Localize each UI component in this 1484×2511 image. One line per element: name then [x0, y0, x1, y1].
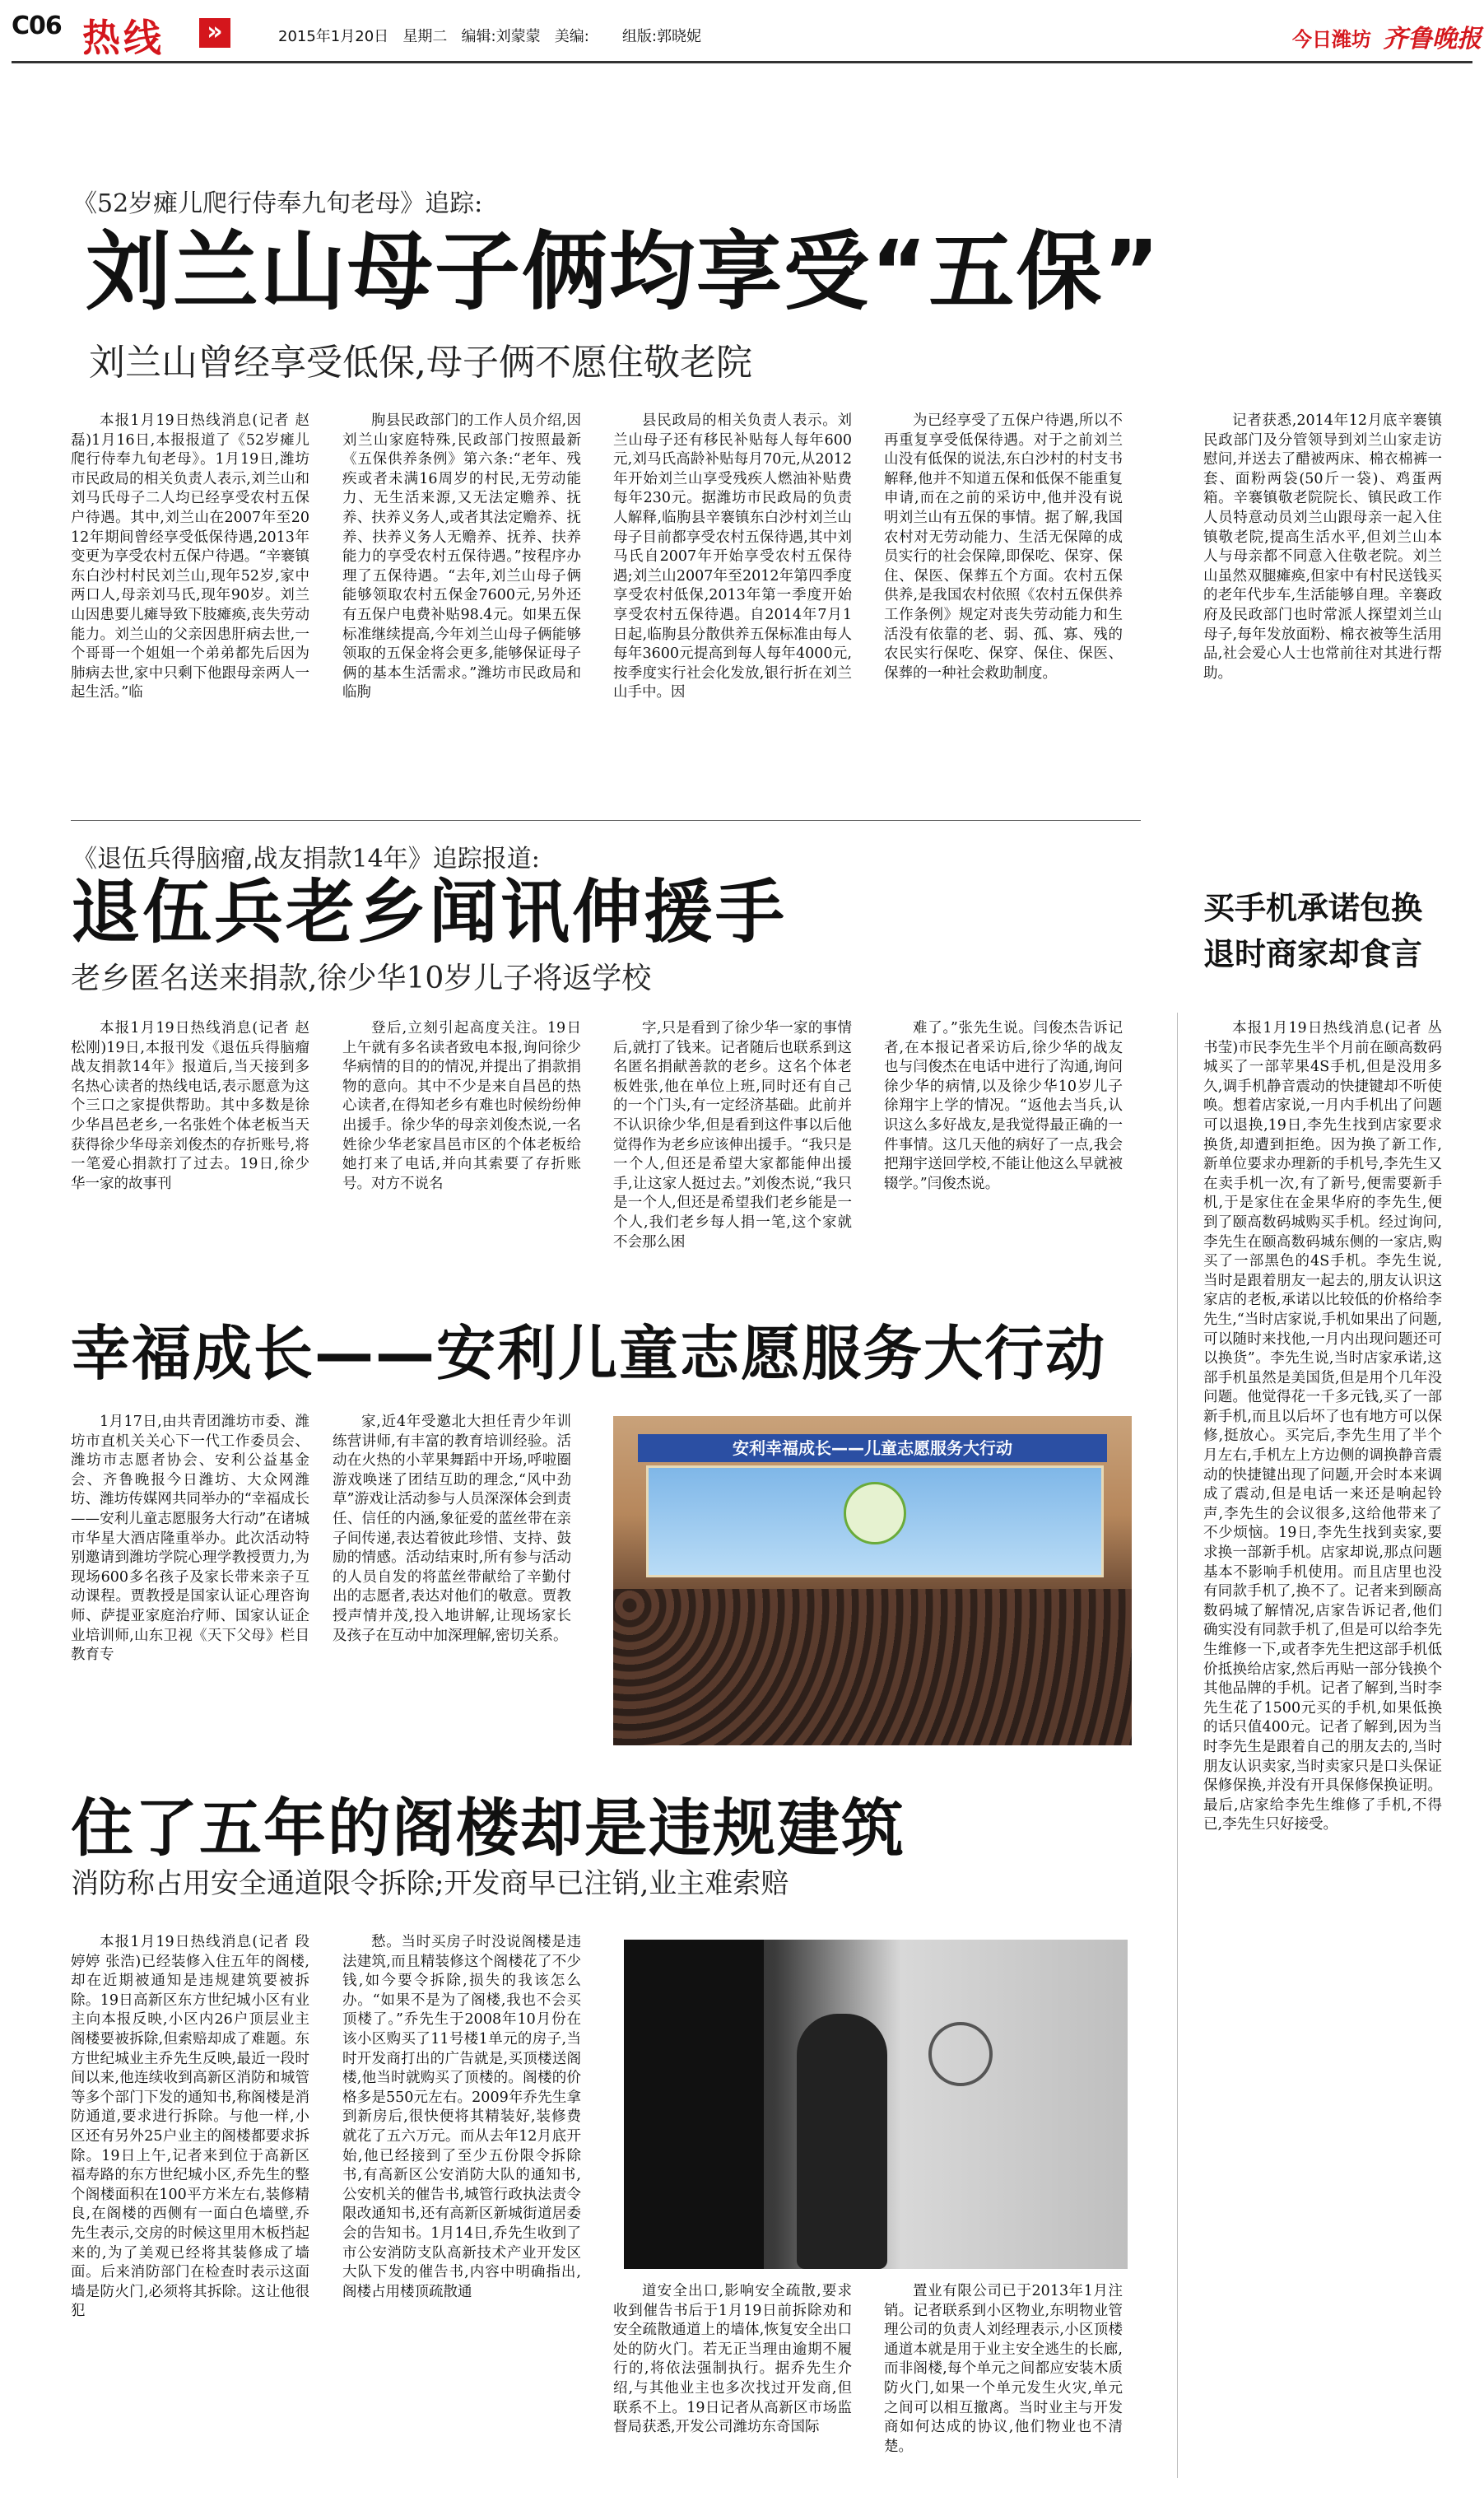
sidebar-body: 本报1月19日热线消息(记者 丛书莹)市民李先生半个月前在颐高数码城买了一部苹果4S手机,但是没用多久,调手机静音震动的快捷键却不听使唤。想着店家说,一月内手机出了问题可以退换,19日,李先生找到店家要求换货,却遭到拒绝。因为换了新工作,新单位要求办理新的手机号,李先生又在卖手机一次,有了新号,便需要新手机,于是家住在金果华府的李先生,便到了颐高数码城购买手机。经过询问,李先生在颐高数码城东侧的一家店,购买了一部黑色的4S手机。李先生说,当时是跟着朋友一起去的,朋友认识这家店的老板,承诺以比较低的价格给李先生,“当时店家说,手机如果出了问题,可以随时来找他,一月内出现问题还可以换货”。李先生说,当时店家承诺,这部手机虽然是美国货,但是用个几年没问题。他觉得花一千多元钱,买了一部新手机,而且以后坏了也有地方可以保修,挺放心。买完后,李先生用了半个月左右,手机左上方边侧的调换静音震动的快捷键出现了问题,开会时本来调成了震动,但是电话一来还是响起铃声,李先生的会议很多,这给他带来了不少烦恼。19日,李先生找到卖家,要求换一部新手机。店家却说,那点问题基本不影响手机使用。而且店里也没有同款手机了,换不了。记者来到颐高数码城了解情况,店家告诉记者,他们确实没有同款手机了,但是可以给李先生维修一下,或者李先生把这部手机低价抵换给店家,然后再贴一部分钱换个其他品牌的手机。记者了解到,当时李先生花了1500元买的手机,如果低换的话只值400元。记者了解到,因为当时李先生是跟着自己的朋友去的,当时朋友认识卖家,当时卖家只是口头保证保修保换,并没有开具保修保换证明。最后,店家给李先生维修了手机,不得已,李先生只好接受。 [1203, 1020, 1442, 1833]
paper-logo: 齐鲁晚报 [1383, 25, 1482, 54]
story4-column-3: 道安全出口,影响安全疏散,要求收到催告书后于1月19日前拆除劝和安全疏散通道上的墙体,恢复安全出口处的防火门。若无正当理由逾期不履行的,将依法强制执行。据乔先生介绍,与其他业主也多次找过开发商,但联系不上。19日记者从高新区市场监督局获悉,开发公司潍坊东奇国际 [613, 2283, 852, 2436]
story4-headline: 住了五年的阁楼却是违规建筑 [71, 1791, 905, 1865]
story4-column-1: 本报1月19日热线消息(记者 段婷婷 张浩)已经装修入住五年的阁楼,却在近期被通知是违规建筑要被拆除。19日高新区东方世纪城小区有业主向本报反映,小区内26户顶层业主阁楼要被拆除,但索赔却成了难题。东方世纪城业主乔先生反映,最近一段时间以来,他连续收到高新区消防和城管等多个部门下发的通知书,称阁楼是消防通道,要求进行拆除。与他一样,小区还有另外25户业主的阁楼都要求拆除。19日上午,记者来到位于高新区福寿路的东方世纪城小区,乔先生的整个阁楼面积在100平方米左右,装修精良,在阁楼的西侧有一面白色墙壁,乔先生表示,交房的时候这里用木板挡起来的,为了美观已经将其装修成了墙面。后来消防部门在检查时表示这面墙是防火门,必须将其拆除。这让他很犯 [71, 1934, 309, 2320]
story3-column-2: 家,近4年受邀北大担任青少年训练营讲师,有丰富的教育培训经验。活动在火热的小苹果舞蹈中开场,呼啦圈游戏唤迷了团结互助的理念,“风中劲草”游戏让活动参与人员深深体会到责任、信任的内涵,象征爱的蓝丝带在亲子间传递,表达着彼此珍惜、支持、鼓励的情感。活动结束时,所有参与活动的人员自发的将蓝丝带献给了辛勤付出的志愿者,表达对他们的敬意。贾教授声情并茂,投入地讲解,让现场家长及孩子在互动中加深理解,密切关系。 [333, 1414, 571, 1644]
attic-photo [624, 1940, 1128, 2269]
issue-weekday: 星期二 [402, 28, 448, 45]
story1-column-1: 本报1月19日热线消息(记者 赵磊)1月16日,本报报道了《52岁瘫儿爬行侍奉九旬老母》。1月19日,潍坊市民政局的相关负责人表示,刘兰山和刘马氏母子二人均已经享受农村五保户待遇。其中,刘兰山在2007年至2012年期间曾经享受低保待遇,2013年变更为享受农村五保户待遇。“辛褰镇东白沙村村民刘兰山,现年52岁,家中两口人,母亲刘马氏,现年90岁。刘兰山因患要儿瘫导致下肢瘫痪,丧失劳动能力。刘兰山的父亲因患肝病去世,一个哥哥一个姐姐一个弟弟都先后因为肺病去世,家中只剩下他跟母亲两人一起生活。”临 [71, 412, 309, 701]
story1-bottom-rule [71, 820, 1141, 821]
event-photo [613, 1416, 1132, 1745]
story2-column-1: 本报1月19日热线消息(记者 赵松刚)19日,本报刊发《退伍兵得脑瘤战友捐款14年》报道后,当天接到多名热心读者的热线电话,表示愿意为这个三口之家提供帮助。其中多数是徐少华昌邑老乡,一名张姓个体老板当天获得徐少华母亲刘俊杰的存折账号,将一笔爱心捐款打了过去。19日,徐少华一家的故事刊 [71, 1020, 309, 1192]
designer-name-placeholder: : [584, 28, 589, 45]
story3-headline: 幸福成长——安利儿童志愿服务大行动 [71, 1319, 1107, 1388]
story1-kicker: 《52岁瘫儿爬行侍奉九旬老母》追踪: [72, 189, 483, 218]
story2-column-4: 难了。”张先生说。闫俊杰告诉记者,在本报记者采访后,徐少华的战友也与闫俊杰在电话中进行了沟通,询问徐少华的病情,以及徐少华10岁儿子徐翔宇上学的情况。“返他去当兵,认识这么多好战友,是我觉得最正确的一件事情。这几天他的病好了一点,我会把翔宇送回学校,不能让他这么早就被辍学。”闫俊杰说。 [884, 1020, 1123, 1192]
story3-column-1: 1月17日,由共青团潍坊市委、潍坊市直机关关心下一代工作委员会、潍坊市志愿者协会、安利公益基金会、齐鲁晚报今日潍坊、大众网潍坊、潍坊传媒网共同举办的“幸福成长——安利儿童志愿服务大行动”在诸城市华星大酒店隆重举办。此次活动特别邀请到潍坊学院心理学教授贾力,为现场600多名孩子及家长带来亲子互动课程。贾教授是国家认证心理咨询师、萨提亚家庭治疗师、国家认证企业培训师,山东卫视《天下父母》栏目教育专 [71, 1414, 309, 1664]
event-photo-audience [613, 1589, 1132, 1745]
sidebar-headline-line1: 买手机承诺包换 [1203, 890, 1423, 926]
story1-column-2: 朐县民政部门的工作人员介绍,因刘兰山家庭特殊,民政部门按照最新《五保供养条例》第六条:“老年、残疾或者未满16周岁的村民,无劳动能力、无生活来源,又无法定赡养、抚养、扶养义务人,或者其法定赡养、抚养、扶养义务人无赡养、抚养、扶养能力的享受农村五保待遇。”按程序办理了五保待遇。“去年,刘兰山母子俩能够领取农村五保金7600元,另外还有五保户电费补贴98.4元。如果五保标准继续提高,今年刘兰山母子俩能够领取的五保金将会更多,能够保证母子俩的基本生活需求。”潍坊市民政局和临朐 [342, 412, 581, 701]
story1-subhead: 刘兰山曾经享受低保,母子俩不愿住敬老院 [89, 342, 752, 384]
attic-photo-person [797, 2014, 887, 2269]
editor-credit: 编辑:刘蒙蒙 [461, 28, 541, 45]
issue-date: 2015年1月20日 [278, 28, 389, 45]
story2-kicker: 《退伍兵得脑瘤,战友捐款14年》追踪报道: [72, 845, 540, 873]
story1-column-4: 为已经享受了五保户待遇,所以不再重复享受低保待遇。对于之前刘兰山没有低保的说法,东白沙村的村支书解释,他并不知道五保和低保不能重复申请,而在之前的采访中,他并没有说明刘兰山有五保的事情。据了解,我国农村对无劳动能力、生活无保障的成员实行的社会保障,即保吃、保穿、保住、保医、保葬五个方面。农村五保供养,是我国农村依照《农村五保供养工作条例》规定对丧失劳动能力和生活没有依靠的老、弱、孤、寡、残的农民实行保吃、保穿、保住、保医、保葬的一种社会救助制度。 [884, 412, 1123, 682]
story4-column-4: 置业有限公司已于2013年1月注销。记者联系到小区物业,东明物业管理公司的负责人刘经理表示,小区顶楼通道本就是用于业主安全逃生的长廊,而非阁楼,每个单元之间都应安装木质防火门,如果一个单元发生火灾,单元之间可以相互撤离。当时业主与开发商如何达成的协议,他们物业也不清楚。 [884, 2283, 1123, 2455]
story1-column-5: 记者获悉,2014年12月底辛褰镇民政部门及分管领导到刘兰山家走访慰问,并送去了醋被两床、棉衣棉裤一套、面粉两袋(50斤一袋)、鸡蛋两箱。辛褰镇敬老院院长、镇民政工作人员特意动员刘兰山跟母亲一起入住镇敬老院,提高生活水平,但刘兰山本人与母亲都不同意入住敬老院。刘兰山虽然双腿瘫痪,但家中有村民送钱买的老年代步车,生活能够自理。辛褰政府及民政部门也时常派人探望刘兰山母子,每年发放面粉、棉衣被等生活用品,社会爱心人士也常前往对其进行帮助。 [1203, 412, 1442, 682]
issue-info [278, 25, 701, 46]
attic-photo-fixture [928, 2022, 993, 2086]
section-arrow-icon: » [199, 18, 230, 48]
story1-column-3: 县民政局的相关负责人表示。刘兰山母子还有移民补贴每人每年600元,刘马氏高龄补贴每月70元,从2012年开始刘兰山享受残疾人燃油补贴费每年230元。据潍坊市民政局的负责人解释,临朐县辛褰镇东白沙村刘兰山母子目前都享受农村五保待遇,其中刘马氏自2007年开始享受农村五保待遇;刘兰山2007年至2012年第四季度享受农村低保,2013年第一季度开始享受农村五保待遇。自2014年7月1日起,临朐县分散供养五保标准由每人每年3600元提高到每人每年4000元,按季度实行社会化发放,银行折在刘兰山手中。因 [613, 412, 852, 701]
layout-credit: 组版:郭晓妮 [621, 28, 701, 45]
event-photo-stage-logo [844, 1482, 906, 1544]
brand-tag: 今日潍坊 [1292, 28, 1371, 51]
section-title: 热线 [82, 16, 165, 60]
sidebar-headline-line2: 退时商家却食言 [1203, 936, 1423, 972]
story2-subhead: 老乡匿名送来捐款,徐少华10岁儿子将返学校 [71, 962, 652, 995]
page-number: C06 [12, 12, 62, 40]
story2-headline: 退伍兵老乡闻讯伸援手 [71, 872, 788, 953]
event-photo-banner: 安利幸福成长——儿童志愿服务大行动 [638, 1434, 1107, 1462]
designer-credit: 美编 [554, 28, 584, 45]
masthead-rule [12, 61, 1472, 63]
attic-photo-doorway [624, 1940, 764, 2269]
story4-column-2: 愁。当时买房子时没说阁楼是违法建筑,而且精装修这个阁楼花了不少钱,如今要令拆除,损失的我该怎么办。“如果不是为了阁楼,我也不会买顶楼了。”乔先生于2008年10月份在该小区购买了11号楼1单元的房子,当时开发商打出的广告就是,买顶楼送阁楼,他当时就购买了顶楼的。阁楼的价格多是550元左右。2009年乔先生拿到新房后,很快便将其精装好,装修费就花了五六万元。而从去年12月底开始,他已经接到了至少五份限令拆除书,有高新区公安消防大队的通知书,公安机关的催告书,城管行政执法责令限改通知书,还有高新区新城街道居委会的告知书。1月14日,乔先生收到了市公安消防支队高新技术产业开发区大队下发的催告书,内容中明确指出,阁楼占用楼顶疏散通 [342, 1934, 581, 2300]
section-badge [76, 8, 240, 60]
story2-column-2: 登后,立刻引起高度关注。19日上午就有多名读者致电本报,询问徐少华病情的目的的情况,并提出了捐款捐物的意向。其中不少是来自昌邑的热心读者,在得知老乡有难也时候纷纷伸出援手。徐少华的母亲刘俊杰说,一名姓徐少华老家昌邑市区的个体老板给她打来了电话,并向其索要了存折账号。对方不说名 [342, 1020, 581, 1192]
story1-headline: 刘兰山母子俩均享受“五保” [86, 221, 1161, 322]
story2-column-3: 字,只是看到了徐少华一家的事情后,就打了钱来。记者随后也联系到这名匿名捐献善款的老乡。这名个体老板姓张,他在单位上班,同时还有自己的一个门头,有一定经济基础。此前并不认识徐少华,但是看到这件事以后他觉得作为老乡应该伸出援手。“我只是一个人,但还是希望大家都能伸出援手,让这家人挺过去。”刘俊杰说,“我只是一个人,但还是希望我们老乡能是一个人,我们老乡每人捐一笔,这个家就不会那么困 [613, 1020, 852, 1251]
story4-subhead: 消防称占用安全通道限令拆除;开发商早已注销,业主难索赔 [71, 1867, 789, 1900]
sidebar-divider [1177, 1013, 1178, 2478]
